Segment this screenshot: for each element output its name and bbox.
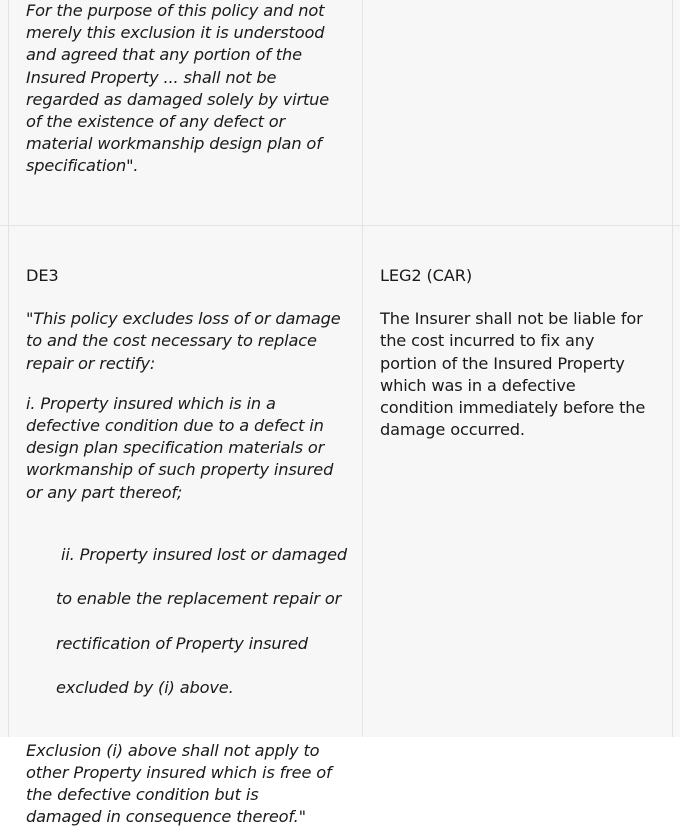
top-left-cell <box>26 0 354 178</box>
de3-cell <box>26 265 354 828</box>
column-divider <box>362 0 363 737</box>
de3-exclusion-note: Exclusion (i) above shall not apply to other Property insured which is free of the defective condition but is damaged in consequence thereof." <box>26 740 332 827</box>
leg2-heading: LEG2 (CAR) <box>380 266 472 285</box>
row-divider <box>0 225 680 226</box>
leg2-cell <box>380 265 670 441</box>
de3-heading: DE3 <box>26 266 59 285</box>
table-border-left <box>8 0 9 737</box>
de3-clause-ii: ii. Property insured lost or damaged to enable the replacement repair or rectification of Property insured excluded by (i) above. <box>55 545 348 698</box>
leg2-paragraph: The Insurer shall not be liable for the cost incurred to fix any portion of the Insured Property which was in a defective condition immediately before the damage occurred. <box>380 309 646 440</box>
exclusion-continuation-text: For the purpose of this policy and not merely this exclusion it is understood and agreed that any portion of the Insured Property ... shall not be regarded as damaged solely by virtue of the existence of any defect or material workmanship design plan of specification". <box>26 1 330 176</box>
de3-intro-paragraph: "This policy excludes loss of or damage to and the cost necessary to replace repair or rectify: <box>26 309 341 373</box>
de3-clause-i: i. Property insured which is in a defective condition due to a defect in design plan specification materials or workmanship of such property insured or any part thereof; <box>26 393 334 502</box>
table-border-right <box>672 0 673 737</box>
